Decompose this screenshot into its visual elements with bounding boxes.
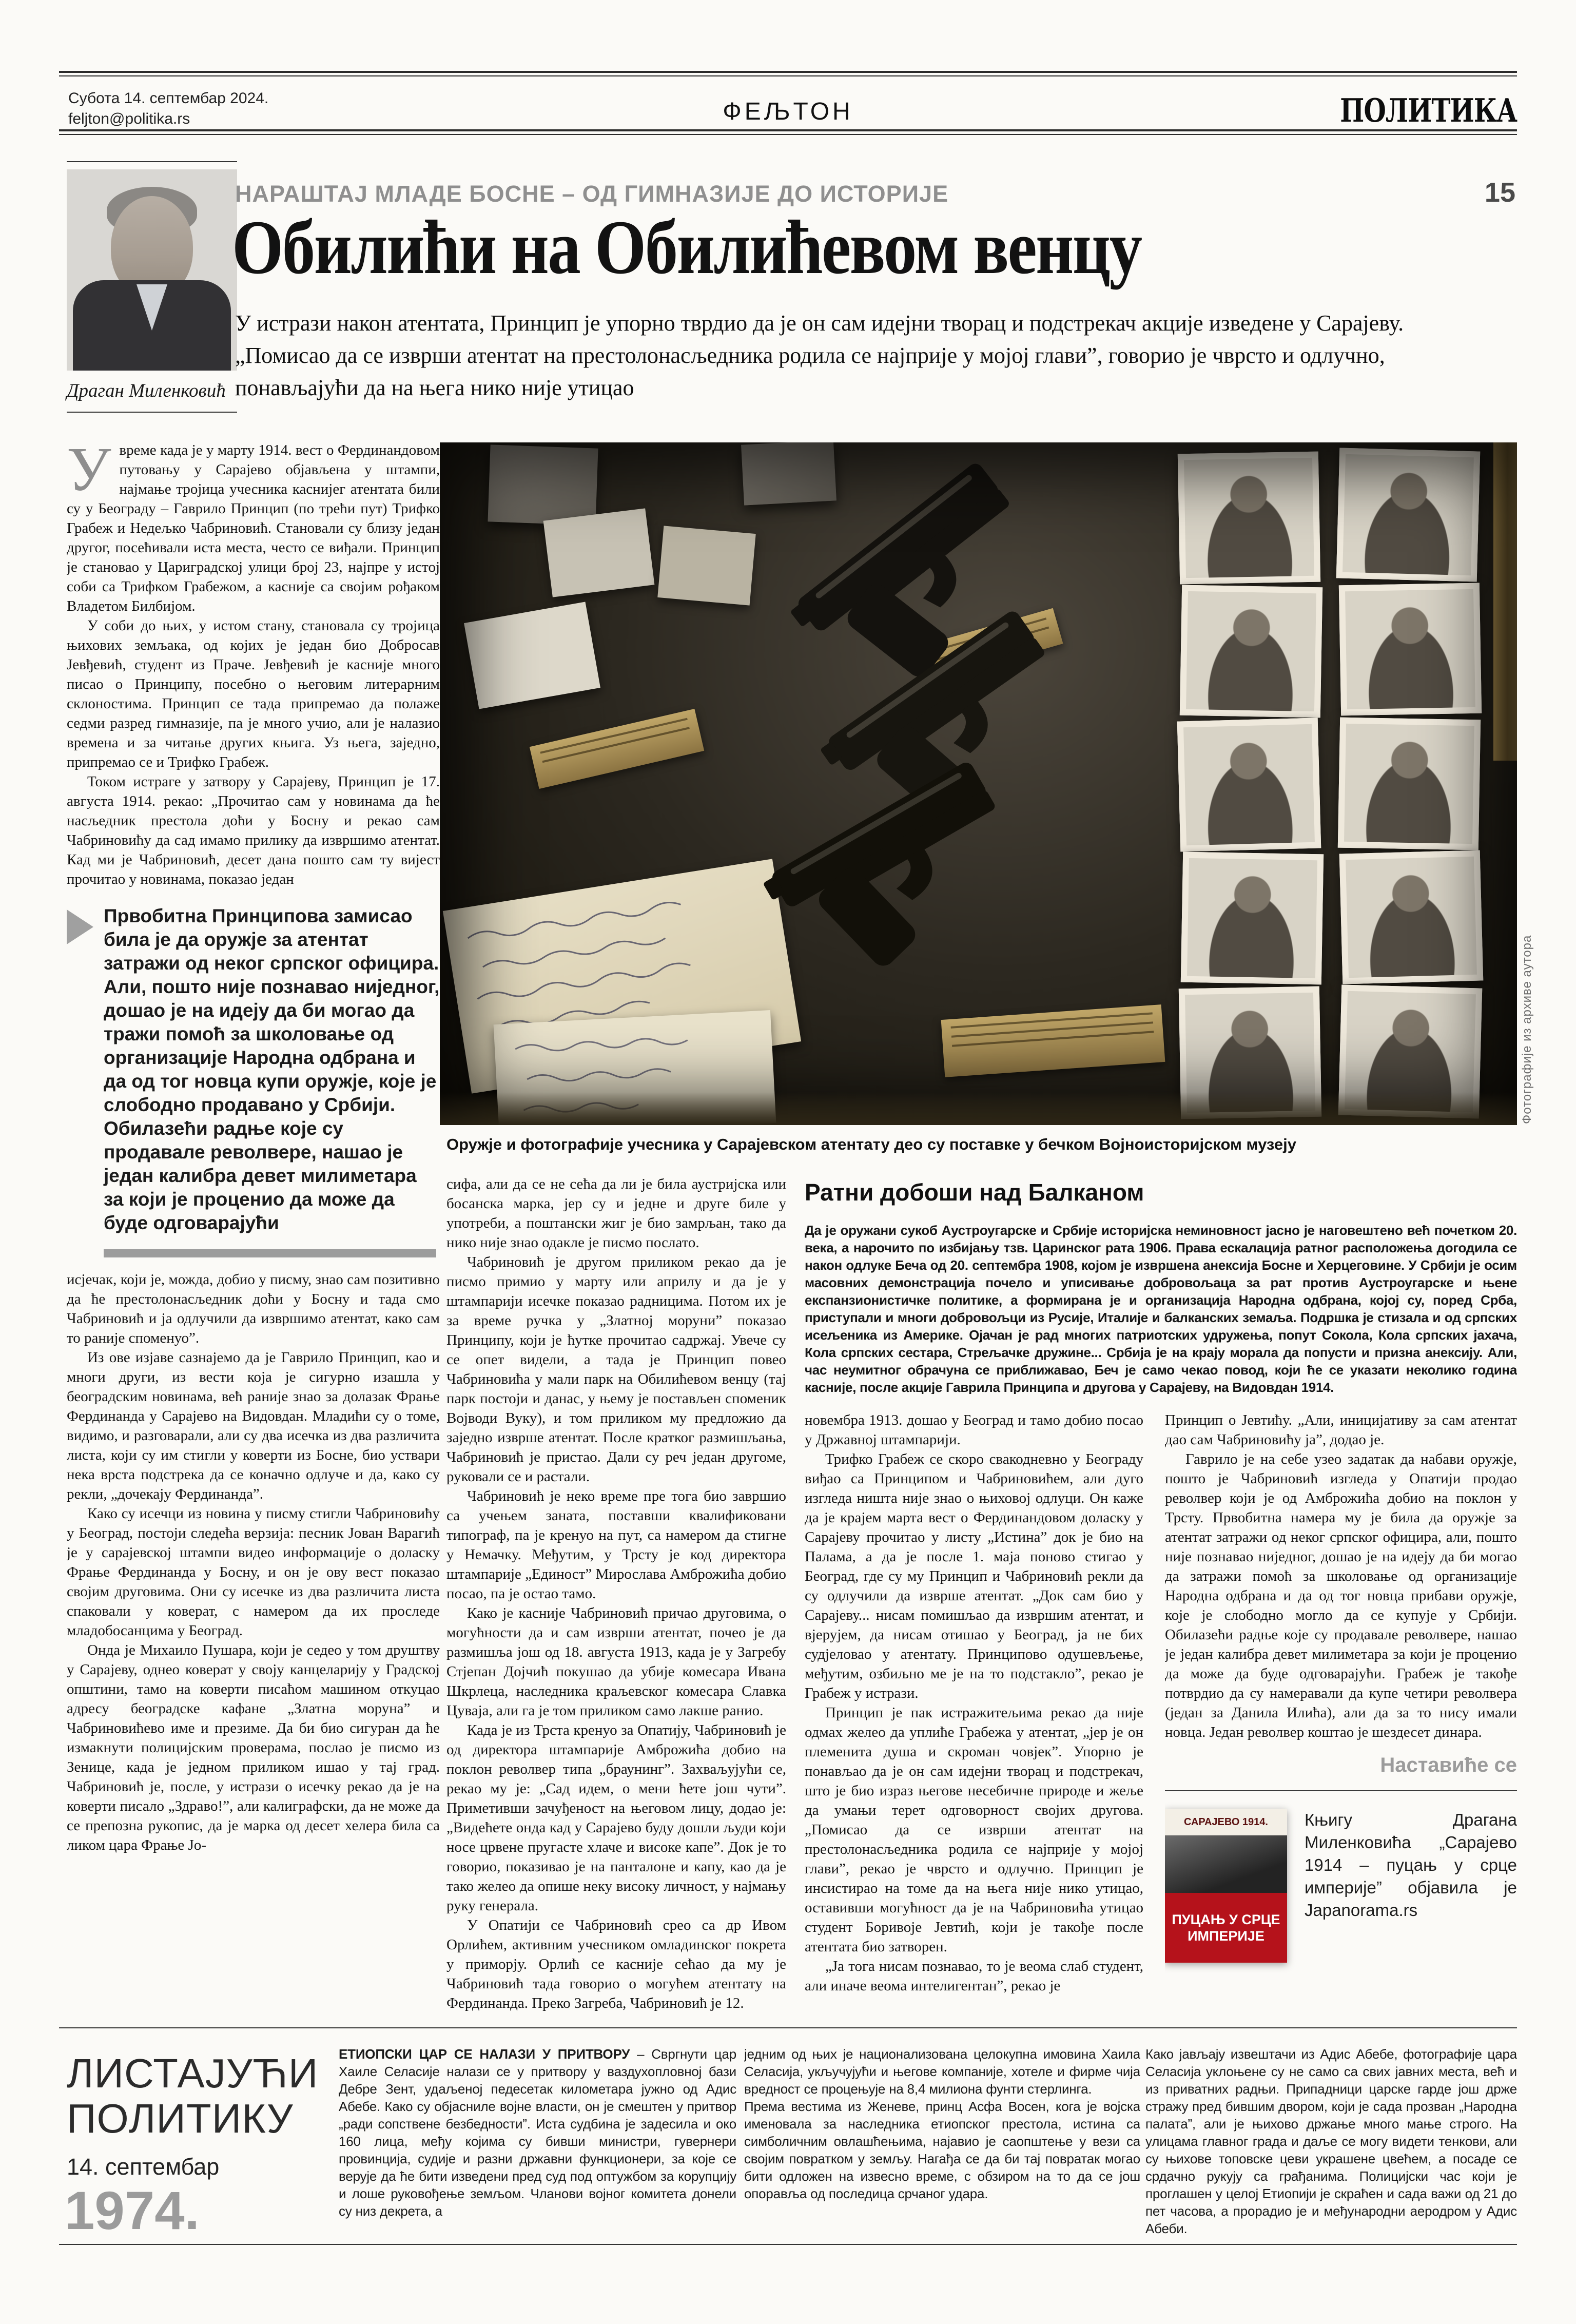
book-cover <box>1165 1809 1287 1963</box>
footer-col3-paragraph: Како јављају извештачи из Адис Абебе, фотографије цара Селасија уклоњене су не само са свих јавних места, већ и из приватних радњи. Припадници царске гарде још држе стражу пред бившим двором, који је сада прозван „Народна палата”, али је њихово држање много мање строго. На улицама главног града и даље се могу видети тенкови, али су њихове топовске цеви украшене цвећем, а посаде се срдачно рукују са грађанима. Полицијски час који је проглашен у целој Етиопији је скраћен и сада важи од 21 до пет часова, а прорадио је и међународни аеродром у Адис Абеби. <box>1145 2046 1517 2236</box>
book-cover-title: ПУЦАЊ У СРЦЕ ИМПЕРИЈЕ <box>1165 1893 1287 1963</box>
pullquote-triangle-icon <box>67 909 93 944</box>
paragraph: Из ове изјаве сазнајемо да је Гаврило Принцип, као и многи други, из вести која је сигурно изашла у београдским новинама, већ раније знао за долазак Фрање Фердинанда у Сарајево на Видовдан. Младићи су о томе, видимо, и разговарали, али су два исечка из два различита листа, који су им стигли у коверти из Босне, био уствари нека врста подстрека да се коначно одлуче и да, како су рекли, „дочекају Фердинанда”. <box>67 1349 440 1502</box>
paragraph: Принцип је пак истражитељима рекао да није одмах желео да уплиће Грабежа у атентат, „јер је он племенита душа и скроман човјек”. Упорно је понављао да је он сам идејни творац и подстрекач, што је био израз његове несебичне природе и жеље да умањи терет одговорност својих другова. „Помисао да се изврши атентат на престолонасљедника родила се најприје у мојој глави”, рекао је чврсто и одлучно. Принцип је инсистирао на томе да на њега није нико утицао, оставивши могућност да је на Чабриновића утицао студент Боривоје Јевтић, који је такође после атентата био затворен. <box>805 1705 1143 1955</box>
section2-column-a <box>805 1410 1143 2028</box>
footer-col1-text: – Свргнути цар Хаиле Селасије налази се у притвору у ваздухопловној бази Дебре Зент, удаљеној педесетак километара јужно од Адис Абебе. Како су објасниле војне власти, он је смештен у притвор „ради сопствене безбедности”. Иста судбина је задесила и око 160 лица, међу којима су бивши министри, гувернери провинција, судије и разни државни функционери, за које се верује да ће бити изведени пред суд под оптужбом за корупцију и лоше руковођење земљом. Чланови војног комитета донели су низ декрета, а <box>339 2046 736 2219</box>
paragraph: сифа, али да се не сећа да ли је била аустријска или босанска марка, јер су и једне и друге биле у употреби, а поштански жиг је био замрљан, тако да нико није знао одакле је писмо послато. <box>446 1176 786 1251</box>
book-cover-photo <box>1165 1835 1287 1893</box>
paragraph: исјечак, који је, можда, добио у писму, знао сам позитивно да ће престолонасљедник доћи у Босну и тада смо Чабриновић и ја одлучили да извршимо атентат, како сам то раније споменуо”. <box>67 1271 440 1346</box>
footer-column-2 <box>744 2045 1140 2244</box>
museum-photo <box>440 442 1517 1125</box>
pullquote-block <box>67 904 440 1257</box>
footer-brand <box>67 2051 318 2141</box>
col1-paragraphs-after <box>67 1270 440 1855</box>
footer-col1-lead: ЕТИОПСКИ ЦАР СЕ НАЛАЗИ У ПРИТВОРУ <box>339 2046 630 2062</box>
paragraph: Принцип о Јевтићу. „Али, иницијативу за сам атентат дао сам Чабриновићу ја”, додао је. <box>1165 1412 1517 1448</box>
paragraph: Према вестима из Женеве, принц Асфа Восен, кога је војска именовала за наследника етиопског престола, истина са симболичним овлашћењима, најавио је саопштење у вези са својим повратком у земљу. Нагађа се да би тај повратак могао бити одложен на извесно време, с обзиром на то да се још опоравља од последица срчаног удара. <box>744 2099 1140 2201</box>
footer-brand-line2: ПОЛИТИКУ <box>67 2096 294 2141</box>
footer-column-1 <box>339 2045 736 2244</box>
paragraph: Чабриновић је другом приликом рекао да је писмо примио у марту или априлу и да је у штампарији исечке показао радницима. Потом их је за време ручка у „Златној моруни” показао Принципу, који је ћутке прочитао садржај. Увече су се опет видели, а тада је Принцип повео Чабриновића у мали парк на Обилићевом венцу (тај парк постоји и данас, у њему је постављен споменик Војводи Вуку), и том приликом му предложио да заједно изврше атентат. После кратког размишљања, Чабриновић је пристао. Дали су реч један другоме, руковали се и растали. <box>446 1254 786 1485</box>
promo-rule <box>1165 1790 1517 1791</box>
kicker: НАРАШТАЈ МЛАДЕ БОСНЕ – ОД ГИМНАЗИЈЕ ДО ИСТОРИЈЕ <box>235 181 949 207</box>
feljton-email-link[interactable]: feljton@politika.rs <box>68 110 190 127</box>
header-rule-bottom <box>59 129 1517 135</box>
footer-brand-line1: ЛИСТАЈУЋИ <box>67 2050 319 2096</box>
paragraph: Како су исечци из новина у писму стигли Чабриновићу у Београд, постоји следећа верзија: песник Јован Варагић је у сарајевској штампи видео информације о доласку Фрање Фердинанда у Босну, и он је ову вест показао својим друговима. Они су исечке из два различита листа спаковали у коверат, с намером да их проследе младобосанцима у Београд. <box>67 1505 440 1639</box>
paragraph: новембра 1913. дошао у Београд и тамо добио посао у Државној штампарији. <box>805 1412 1143 1448</box>
book-promo-text: Књигу Драгана Миленковића „Сарајево 1914 – пуцањ у срце империје” објавила је Japanorama.rs <box>1305 1810 1517 1920</box>
footer-rule-top <box>59 2027 1517 2028</box>
author-rule-top <box>67 161 237 162</box>
section2-intro: Да је оружани сукоб Аустроугарске и Србије историјска неминовност јасно је наговештено већ почетком 20. века, а нарочито по избијању тзв. Царинског рата 1906. Права ескалација ратног расположења догодила се након одлуке Беча од 20. септембра 1908, којом је извршена анексија Босне и Херцеговине. У Србији је осим масовних демонстрација почело и уписивање добровољаца за рат против Аустроугарске и њене експанзионистичке политике, а формирана је и организација Народна одбрана, којој су, поред Срба, приступали и многи добровољци из Русије, Италије и балканских земаља. Подршка је стизала и од српских исељеника из Америке. Ојачан је рад многих патриотских удружења, попут Сокола, Кола српских јахача, Кола српских сестара, Стрељачке дружине... Србија је на крају морала да попусти и призна анексију. Али, час неумитног обрачуна се приближавао, Беч је само чекао повод, који ће се указати неколико година касније, после акције Гаврила Принципа и другова у Сарајеву, на Видовдан 1914. <box>805 1223 1517 1394</box>
book-cover-top-label: САРАЈЕВО 1914. <box>1165 1809 1287 1835</box>
paragraph: Гаврило је на себе узео задатак да набави оружје, пошто је Чабриновић изгледа у Опатији продао револвер који је од Амброжића добио на поклон у Трсту. Првобитна намера му је била да оружје за атентат затражи од неког српског официра, али, пошто није познавао ниједног, дошао је на идеју да би могао да затражи помоћ за школовање од организације Народна одбрана и да од тог новца прибави оружје, које је слободно могло да се купује у Србији. Обилазећи радње које су продавале револвере, нашао је један калибра девет милиметара за који је проценио да може да буде одговарајући. Грабеж је такође потврдио да су намеравали да купе четири револвера (један за Данила Илића), али да за то нису имали новца. Један револвер коштао је шездесет динара. <box>1165 1451 1517 1740</box>
footer-year: 1974. <box>65 2181 200 2241</box>
paragraph: Онда је Михаило Пушара, који је седео у том друштву у Сарајеву, однео коверат у своју канцеларију у Градској општини, тамо на коверти писаћом машином откуцао адресу београдске кафане „Златна моруна” и Чабриновићево име и презиме. Да би био сигуран да ће измакнути полицијским проверама, послао је писмо из Зенице, када је једном приликом ишао у тај град. Чабриновић је, после, у истрази о исечку рекао да је на коверти писало „Здраво!”, али калиграфски, да не може да се препозна рукопис, да је марка од десет хелера била са ликом цара Фрање Јо- <box>67 1642 440 1853</box>
author-name: Драган Миленковић <box>67 380 226 401</box>
issue-date: Субота 14. септембар 2024. <box>68 90 269 107</box>
masthead-logo: ПОЛИТИКА <box>1340 91 1517 129</box>
paragraph: Увреме када је у марту 1914. вест о Фердинандовом путовању у Сарајево објављена у штампи, најмање тројица учесника каснијег атентата били су у Београду – Гаврило Принцип (по трећи пут) Трифко Грабеж и Недељко Чабриновић. Становали су близу један другог, посећивали иста места, често се виђали. Принцип је становао у Цариградској улици број 23, најпре у истој соби са Трифком Грабежом, а касније са својим рођаком Владетом Билбијом. <box>67 440 440 614</box>
paragraph: У соби до њих, у истом стану, становала су тројица њихових земљака, од којих је један био Добросав Јевђевић, студент из Праче. Јевђевић је касније много писао о Принципу, посебно о његовим литерарним склоностима. Принцип се тада припремао да полаже седми разред гимназије, па је много учио, али је налазио времена и за читање других књига. Уз њега, заједно, припремао се и Трифко Грабеж. <box>67 617 440 770</box>
book-promo <box>1165 1809 1517 1963</box>
paragraph: Како је касније Чабриновић причао друговима, о могућности да и сам изврши атентат, почео је да размишља још од 18. августа 1913, када је у Загребу Стјепан Дојчић покушао да убије комесара Ивана Шкрлеца, наследника краљевског комесара Славка Цуваја, али га је том приликом само лакше ранио. <box>446 1605 786 1719</box>
pullquote-text: Првобитна Принципова замисао била је да оружје за атентат затражи од неког српског официра. Али, пошто није познавао ниједног, дошао је на идеју да би могао да тражи помоћ за школовање од организације Народна одбрана и да од тог новца купи оружје, које је слободно продавано у Србији. Обилазећи радње које су продавале револвере, нашао је један калибра девет милиметара за који је проценио да може да буде одговарајући <box>104 905 440 1233</box>
colB-paragraphs <box>1165 1410 1517 1742</box>
page-number: 15 <box>1484 177 1515 208</box>
article-title: Обилићи на Обилићевом венцу <box>232 205 1141 290</box>
to-be-continued-label: Наставиће се <box>1380 1754 1517 1776</box>
paragraph: Трифко Грабеж се скоро свакодневно у Београду виђао са Принципом и Чабриновићем, али дуго изгледа ништа није знао о њиховој одлуци. Он каже да је крајем марта вест о Фердинандовом доласку у Сарајеву прочитао у листу „Истина” док је био на Палама, а да је после 1. маја поново стигао у Београд, где су му Принцип и Чабриновић рекли да су одлучили да изврше атентат. „Док сам био у Сарајеву... нисам помишљао да извршим атентат, и вјерујем, да нисам отишао у Београд, ја не бих судјеловао у атентату. Принципово одушевљење, међутим, озбиљно ме је на то подстакло”, рекао је Грабеж у истрази. <box>805 1451 1143 1701</box>
paragraph: Када је из Трста кренуо за Опатију, Чабриновић је од директора штампарије Амброжића добио на поклон револвер типа „браунинг”. Захваљујући се, рекао му је: „Сад идем, о мени ћете још чути”. Приметивши зачуђеност на његовом лицу, додао је: „Видећете онда кад у Сарајево буду дошли људи који носе црвене пругасте хлаче и високе капе”. Док је то говорио, показивао је на панталоне и капу, као да је тако желео да опише неку високу личност, у најмању руку генерала. <box>446 1722 786 1914</box>
paragraph: „Ја тога нисам познавао, то је веома слаб студент, али иначе веома интелигентан”, рекао је <box>805 1958 1143 1994</box>
section2-heading: Ратни добоши над Балканом <box>805 1179 1144 1206</box>
footer-col2-paragraphs <box>744 2045 1140 2202</box>
col1-paragraphs <box>67 440 440 889</box>
photo-vignette <box>440 442 1517 1125</box>
section2-column-b <box>1165 1410 1517 2028</box>
footer-date: 14. септембар <box>67 2154 220 2180</box>
article-column-2 <box>446 1174 786 2027</box>
colA-paragraphs <box>805 1410 1143 1996</box>
footer-rule-bottom <box>59 2244 1517 2245</box>
paragraph: Чабриновић је неко време пре тога био завршио са учењем заната, поставши квалификовани типограф, па је кренуо на пут, са намером да стигне у Немачку. Међутим, у Трсту је код директора штампарије „Единост” Мирослава Амброжића добио посао, па је остао тамо. <box>446 1488 786 1602</box>
paragraph: У Опатији се Чабриновић срео са др Ивом Орлићем, активним учесником омладинског покрета у приморју. Орлић се касније сећао да му је Чабриновић тада говорио о могућем атентату на Фердинанда. Преко Загреба, Чабриновић је 12. <box>446 1917 786 2011</box>
section-name: ФЕЉТОН <box>723 98 853 125</box>
photo-credit: Фотографије из архиве аутора <box>1520 935 1534 1124</box>
footer-col1-paragraph <box>339 2045 736 2220</box>
pullquote-bar <box>104 1249 436 1257</box>
paragraph: једним од њих је национализована целокупна имовина Хаила Селасија, укључујући и његове компаније, хотеле и фирме чија вредност се процењује на 8,4 милиона фунти стерлинга. <box>744 2046 1140 2097</box>
paragraph: Током истраге у затвору у Сарајеву, Принцип је 17. августа 1914. рекао: „Прочитао сам у новинама да ће насљедник престола доћи у Босну и рекао сам Чабриновићу да сад имамо прилику да извршимо атентат. Кад ми је Чабриновић, десет дана пошто сам ту вијест прочитао у новинама, показао један <box>67 773 440 887</box>
photo-caption: Оружје и фотографије учесника у Сарајевском атентату део су поставке у бечком Војноисторијском музеју <box>446 1135 1297 1153</box>
article-lead: У истрази након атентата, Принцип је упорно тврдио да је он сам идејни творац и подстрекач акције изведене у Сарајеву. „Помисао да се изврши атентат на престолонасљедника родила се најприје у мојој глави”, говорио је чврсто и одлучно, понављајући да на њега нико није утицао <box>235 311 1404 400</box>
article-column-1 <box>67 440 440 2028</box>
header-rule-top <box>59 71 1517 76</box>
col2-paragraphs <box>446 1174 786 2013</box>
footer-column-3 <box>1145 2045 1517 2244</box>
author-photo <box>67 169 237 371</box>
author-rule-bottom <box>67 412 237 413</box>
